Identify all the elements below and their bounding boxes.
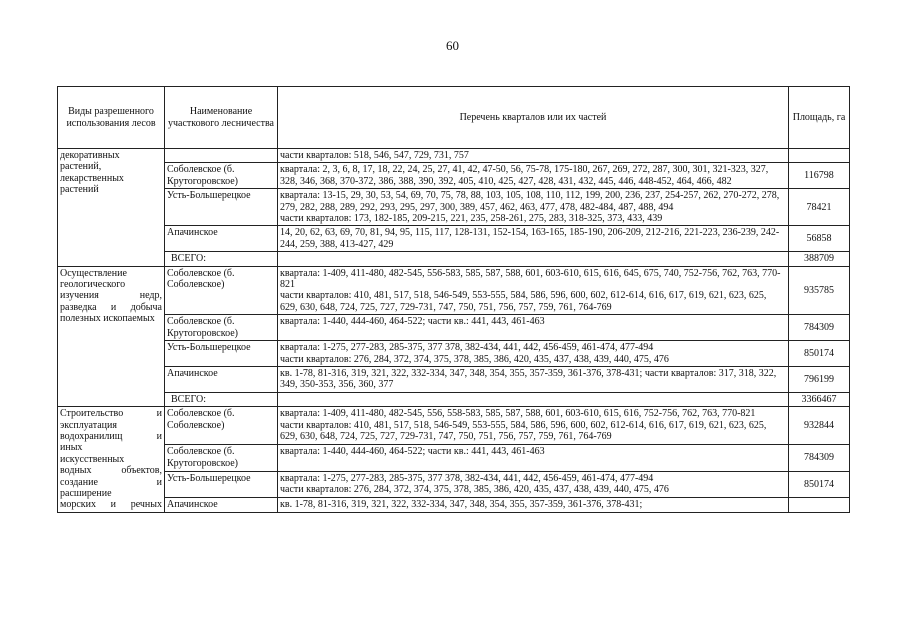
table-row (58, 266, 850, 315)
area-cell: 784309 (789, 315, 850, 341)
quarters-cell: части кварталов: 518, 546, 547, 729, 731, 757 (278, 149, 789, 163)
quarters-cell: 14, 20, 62, 63, 69, 70, 81, 94, 95, 115, 117, 128-131, 152-154, 163-165, 185-190, 206-209, 212-216, 221-223, 236-239, 242-244, 259, 388, 413-427, 429 (278, 226, 789, 252)
area-cell: 850174 (789, 341, 850, 367)
forestry-cell: Соболевское (б. Крутогоровское) (165, 315, 278, 341)
table-row (58, 407, 850, 445)
page-number: 60 (446, 38, 459, 53)
total-value: 3366467 (789, 392, 850, 406)
use-kind-line: расширение (60, 487, 112, 499)
forestry-cell: Усть-Большерецкое (165, 189, 278, 226)
forestry-cell: Соболевское (б. Соболевское) (165, 407, 278, 445)
header-forestry: Наименование участкового лесничества (165, 87, 278, 149)
quarters-text: квартала: 1-409, 411-480, 482-545, 556, 558-583, 585, 587, 588, 601, 603-610, 615, 616, 752-756, 762, 763, 770-821 (280, 408, 756, 420)
use-kind-line: Строительство и (60, 408, 162, 420)
total-row (58, 252, 850, 266)
forestry-cell: Усть-Большерецкое (165, 471, 278, 497)
use-kind-line: иных (60, 442, 83, 454)
table-row (58, 471, 850, 497)
quarters-parts-text: части кварталов: 410, 481, 517, 518, 546-549, 553-555, 584, 586, 596, 600, 602, 612-614, 616, 617, 619, 621, 623, 625, 629, 630, 648, 724, 725, 727, 729-731, 747, 750, 751, 756, 757, 759, 761, 764-769 (280, 419, 767, 442)
table-row (58, 445, 850, 471)
use-kind-line: водных объектов, (60, 465, 162, 477)
quarters-parts-text: части кварталов: 410, 481, 517, 518, 546-549, 553-555, 584, 586, 596, 600, 602, 612-614, 616, 617, 619, 621, 623, 625, 629, 630, 648, 724, 725, 727, 729-731, 747, 750, 751, 756, 757, 759, 761, 764-769 (280, 290, 767, 313)
area-cell: 78421 (789, 189, 850, 226)
quarters-cell: квартала: 2, 3, 6, 8, 17, 18, 22, 24, 25, 27, 41, 42, 47-50, 56, 75-78, 175-180, 267, 269, 272, 287, 300, 301, 321-323, 327, 328, 346, 368, 370-372, 386, 388, 390, 392, 405, 410, 425, 427, 428, 431, 432, 445, 446, 448-452, 464, 466, 482 (278, 163, 789, 189)
forestry-cell: Апачинское (165, 498, 278, 513)
table-row (58, 189, 850, 226)
area-cell: 935785 (789, 266, 850, 315)
quarters-cell (278, 407, 789, 445)
area-cell (789, 498, 850, 513)
forestry-cell: Соболевское (б. Крутогоровское) (165, 163, 278, 189)
quarters-text: квартала: 1-275, 277-283, 285-375, 377 378, 382-434, 441, 442, 456-459, 461-474, 477-494 (280, 472, 654, 484)
header-kind: Виды разрешенного использования лесов (58, 87, 165, 149)
forestry-cell: Соболевское (б. Соболевское) (165, 266, 278, 315)
header-row (58, 87, 850, 149)
header-quarters: Перечень кварталов или их частей (278, 87, 789, 149)
quarters-cell (278, 189, 789, 226)
area-cell: 850174 (789, 471, 850, 497)
forestry-cell: Апачинское (165, 226, 278, 252)
total-row (58, 392, 850, 406)
quarters-parts-text: части кварталов: 173, 182-185, 209-215, 221, 235, 258-261, 275, 283, 318-325, 373, 433, 439 (280, 213, 663, 225)
forestry-cell: Соболевское (б. Крутогоровское) (165, 445, 278, 471)
area-cell: 932844 (789, 407, 850, 445)
quarters-cell: квартала: 1-440, 444-460, 464-522; части кв.: 441, 443, 461-463 (278, 315, 789, 341)
area-cell: 116798 (789, 163, 850, 189)
area-cell: 56858 (789, 226, 850, 252)
table-row (58, 341, 850, 367)
quarters-cell (278, 341, 789, 367)
use-kind-line: искусственных (60, 453, 125, 465)
quarters-cell: квартала: 1-440, 444-460, 464-522; части кв.: 441, 443, 461-463 (278, 445, 789, 471)
table-row (58, 149, 850, 163)
forestry-cell (165, 149, 278, 163)
header-area: Площадь, га (789, 87, 850, 149)
quarters-cell (278, 392, 789, 406)
table-row (58, 315, 850, 341)
table-row (58, 163, 850, 189)
total-label: ВСЕГО: (165, 252, 278, 266)
use-kind-line: водохранилищ и (60, 430, 162, 442)
table-row (58, 498, 850, 513)
quarters-cell: кв. 1-78, 81-316, 319, 321, 322, 332-334, 347, 348, 354, 355, 357-359, 361-376, 378-431; части кварталов: 317, 318, 322, 349, 350-353, 356, 360, 377 (278, 366, 789, 392)
forestry-cell: Апачинское (165, 366, 278, 392)
use-kind-cell: декоративных растений, лекарственных растений (58, 149, 165, 267)
total-value: 388709 (789, 252, 850, 266)
quarters-cell (278, 471, 789, 497)
quarters-text: квартала: 13-15, 29, 30, 53, 54, 69, 70, 75, 78, 88, 103, 105, 108, 110, 112, 199, 200, 236, 237, 254-257, 262, 270-272, 278, 279, 282, 288, 289, 292, 293, 295, 297, 300, 389, 457, 462, 463, 477, 478, 482-484, 487, 488, 494 (280, 190, 780, 213)
quarters-cell (278, 266, 789, 315)
forest-use-table (57, 86, 850, 513)
quarters-cell: кв. 1-78, 81-316, 319, 321, 322, 332-334, 347, 348, 354, 355, 357-359, 361-376, 378-431; (278, 498, 789, 513)
use-kind-cell (58, 407, 165, 513)
total-label: ВСЕГО: (165, 392, 278, 406)
use-kind-line: создание и (60, 476, 162, 488)
table-row (58, 366, 850, 392)
quarters-parts-text: части кварталов: 276, 284, 372, 374, 375, 378, 385, 386, 420, 435, 437, 438, 439, 440, 475, 476 (280, 484, 669, 496)
use-kind-line: морских и речных (60, 499, 162, 511)
table-row (58, 226, 850, 252)
use-kind-cell: Осуществление геологического изучения недр, разведка и добыча полезных ископаемых (58, 266, 165, 406)
area-cell (789, 149, 850, 163)
quarters-parts-text: части кварталов: 276, 284, 372, 374, 375, 378, 385, 386, 420, 435, 437, 438, 439, 440, 475, 476 (280, 353, 669, 365)
area-cell: 784309 (789, 445, 850, 471)
quarters-cell (278, 252, 789, 266)
use-kind-line: эксплуатация (60, 419, 117, 431)
quarters-text: квартала: 1-409, 411-480, 482-545, 556-583, 585, 587, 588, 601, 603-610, 615, 616, 645, 675, 740, 752-756, 762, 763, 770-821 (280, 267, 781, 291)
area-cell: 796199 (789, 366, 850, 392)
forestry-cell: Усть-Большерецкое (165, 341, 278, 367)
quarters-text: квартала: 1-275, 277-283, 285-375, 377 378, 382-434, 441, 442, 456-459, 461-474, 477-494 (280, 342, 654, 354)
